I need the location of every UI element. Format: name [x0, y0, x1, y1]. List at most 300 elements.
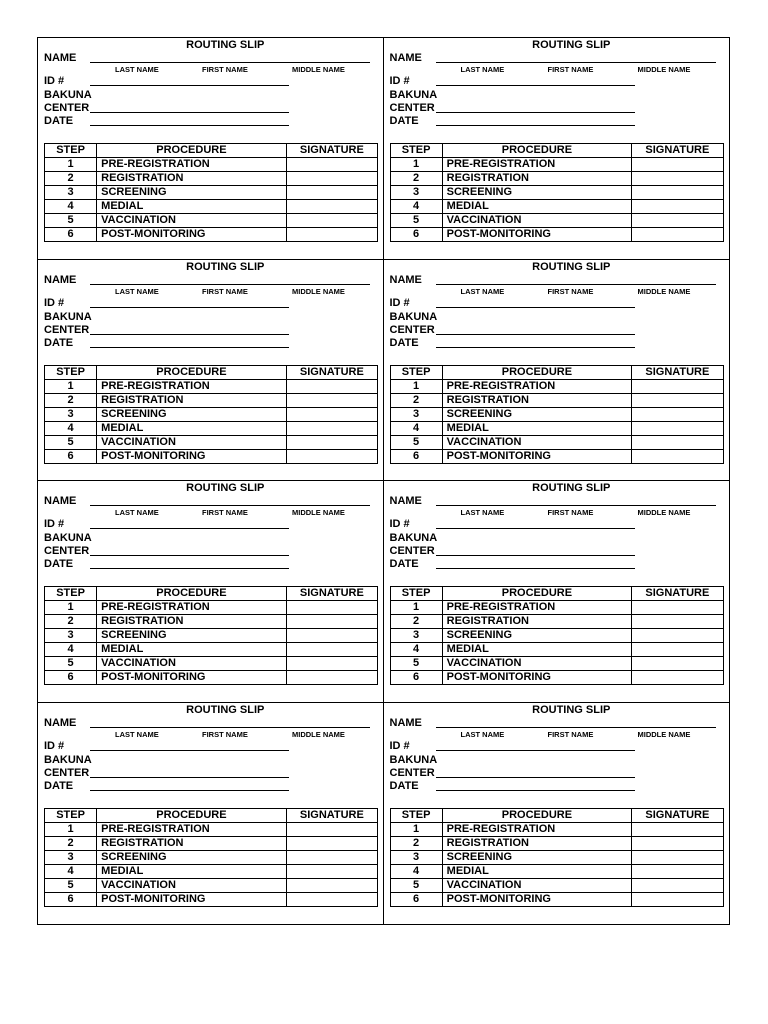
step-cell: 4: [390, 421, 442, 435]
procedure-cell: MEDIAL: [97, 421, 287, 435]
name-label: NAME: [44, 716, 77, 729]
step-cell: 1: [45, 822, 97, 836]
table-row: [390, 836, 723, 850]
signature-cell[interactable]: [286, 228, 377, 242]
name-sublabels: [44, 65, 377, 75]
slip-title: ROUTING SLIP: [532, 482, 611, 494]
signature-cell[interactable]: [286, 200, 377, 214]
name-sublabels: [390, 65, 724, 75]
routing-slip: [384, 703, 730, 925]
name-field[interactable]: [436, 719, 716, 728]
step-cell: 2: [390, 393, 442, 407]
center-row: [390, 102, 724, 115]
procedure-cell: REGISTRATION: [442, 172, 632, 186]
first-name-sublabel: FIRST NAME: [202, 65, 248, 74]
table-row: [390, 671, 723, 685]
procedure-header: PROCEDURE: [97, 587, 287, 601]
step-cell: 5: [390, 435, 442, 449]
step-cell: 1: [45, 158, 97, 172]
table-row: [45, 878, 378, 892]
step-cell: 2: [45, 393, 97, 407]
center-label: CENTER: [44, 323, 90, 336]
name-field[interactable]: [90, 719, 370, 728]
procedure-header: PROCEDURE: [97, 808, 287, 822]
id-field[interactable]: [90, 299, 289, 308]
name-row: [44, 717, 377, 730]
signature-cell[interactable]: [286, 421, 377, 435]
procedure-cell: SCREENING: [97, 407, 287, 421]
center-field[interactable]: [90, 104, 289, 113]
step-cell: 2: [390, 615, 442, 629]
signature-header: SIGNATURE: [632, 587, 723, 601]
name-field[interactable]: [90, 276, 370, 285]
routing-slip: [38, 703, 384, 925]
id-row: [44, 518, 377, 531]
id-field[interactable]: [90, 77, 289, 86]
date-field[interactable]: [90, 339, 289, 348]
bakuna-row: [390, 753, 724, 767]
signature-cell[interactable]: [286, 643, 377, 657]
name-label: NAME: [44, 495, 77, 507]
signature-cell[interactable]: [286, 892, 377, 906]
date-field[interactable]: [436, 117, 635, 126]
signature-cell[interactable]: [286, 615, 377, 629]
table-row: [390, 393, 723, 407]
procedure-cell: MEDIAL: [97, 200, 287, 214]
step-header: STEP: [390, 587, 442, 601]
name-label: NAME: [389, 273, 422, 286]
routing-slip: [38, 260, 384, 482]
step-cell: 6: [390, 671, 442, 685]
signature-cell[interactable]: [632, 836, 723, 850]
procedure-cell: REGISTRATION: [97, 836, 287, 850]
signature-cell[interactable]: [286, 878, 377, 892]
signature-header: SIGNATURE: [286, 144, 377, 158]
last-name-sublabel: LAST NAME: [115, 508, 159, 517]
step-cell: 4: [45, 200, 97, 214]
date-field[interactable]: [90, 560, 289, 569]
step-cell: 3: [45, 850, 97, 864]
center-field[interactable]: [436, 547, 635, 556]
procedure-header: PROCEDURE: [97, 144, 287, 158]
signature-cell[interactable]: [632, 435, 723, 449]
signature-header: SIGNATURE: [286, 587, 377, 601]
procedure-cell: MEDIAL: [442, 643, 632, 657]
procedure-table: [390, 365, 724, 464]
step-cell: 5: [390, 657, 442, 671]
table-header-row: [45, 365, 378, 379]
first-name-sublabel: FIRST NAME: [202, 286, 248, 296]
procedure-cell: PRE-REGISTRATION: [97, 601, 287, 615]
center-field[interactable]: [436, 326, 635, 335]
signature-cell[interactable]: [632, 615, 723, 629]
step-cell: 1: [390, 822, 442, 836]
signature-cell[interactable]: [286, 850, 377, 864]
signature-cell[interactable]: [632, 393, 723, 407]
bakuna-row: [390, 310, 724, 324]
step-cell: 3: [390, 850, 442, 864]
date-field[interactable]: [90, 782, 289, 791]
routing-slip: [384, 38, 730, 260]
signature-cell[interactable]: [286, 671, 377, 685]
procedure-cell: SCREENING: [442, 186, 632, 200]
procedure-cell: VACCINATION: [442, 878, 632, 892]
signature-cell[interactable]: [286, 186, 377, 200]
step-cell: 3: [390, 629, 442, 643]
date-field[interactable]: [436, 560, 635, 569]
slip-title: ROUTING SLIP: [532, 260, 611, 273]
procedure-table: [44, 143, 378, 242]
date-row: [44, 115, 377, 128]
procedure-cell: VACCINATION: [97, 657, 287, 671]
middle-name-sublabel: MIDDLE NAME: [292, 286, 345, 296]
procedure-cell: MEDIAL: [442, 200, 632, 214]
center-row: [44, 102, 377, 115]
procedure-cell: VACCINATION: [442, 657, 632, 671]
first-name-sublabel: FIRST NAME: [547, 729, 594, 739]
signature-cell[interactable]: [632, 629, 723, 643]
id-field[interactable]: [90, 520, 289, 529]
step-cell: 1: [45, 601, 97, 615]
procedure-table: [44, 365, 378, 464]
first-name-sublabel: FIRST NAME: [547, 65, 594, 74]
slip-title: ROUTING SLIP: [186, 39, 265, 51]
signature-cell[interactable]: [632, 158, 723, 172]
center-row: [44, 767, 377, 780]
signature-cell[interactable]: [632, 643, 723, 657]
name-field[interactable]: [90, 497, 370, 506]
step-cell: 5: [45, 435, 97, 449]
bakuna-row: [44, 753, 377, 767]
step-cell: 3: [45, 186, 97, 200]
procedure-cell: PRE-REGISTRATION: [442, 158, 632, 172]
procedure-header: PROCEDURE: [442, 808, 632, 822]
table-row: [390, 643, 723, 657]
step-cell: 2: [45, 836, 97, 850]
table-header-row: [390, 144, 723, 158]
step-cell: 3: [390, 186, 442, 200]
table-row: [45, 228, 378, 242]
step-header: STEP: [390, 808, 442, 822]
last-name-sublabel: LAST NAME: [460, 286, 505, 296]
signature-cell[interactable]: [286, 172, 377, 186]
table-row: [45, 435, 378, 449]
procedure-cell: MEDIAL: [442, 421, 632, 435]
procedure-cell: VACCINATION: [97, 435, 287, 449]
table-header-row: [45, 144, 378, 158]
table-row: [45, 836, 378, 850]
table-row: [45, 629, 378, 643]
bakuna-row: [44, 88, 377, 102]
center-label: CENTER: [44, 766, 90, 779]
date-row: [44, 780, 377, 793]
name-row: [390, 274, 724, 287]
signature-cell[interactable]: [632, 822, 723, 836]
table-row: [45, 850, 378, 864]
signature-cell[interactable]: [632, 878, 723, 892]
bakuna-label: BAKUNA: [389, 310, 438, 323]
step-header: STEP: [45, 808, 97, 822]
table-row: [390, 878, 723, 892]
center-row: [44, 324, 377, 337]
name-sublabels: [390, 508, 724, 518]
table-row: [390, 629, 723, 643]
name-row: [44, 274, 377, 287]
signature-cell[interactable]: [632, 186, 723, 200]
procedure-cell: REGISTRATION: [442, 393, 632, 407]
name-row: [390, 495, 724, 508]
table-row: [390, 228, 723, 242]
last-name-sublabel: LAST NAME: [460, 508, 505, 517]
id-row: [44, 297, 377, 310]
slip-title: ROUTING SLIP: [532, 39, 611, 51]
table-row: [390, 601, 723, 615]
step-cell: 6: [45, 228, 97, 242]
name-field[interactable]: [436, 276, 716, 285]
table-row: [390, 850, 723, 864]
step-header: STEP: [45, 587, 97, 601]
id-field[interactable]: [436, 520, 635, 529]
center-field[interactable]: [90, 769, 289, 778]
middle-name-sublabel: MIDDLE NAME: [637, 729, 691, 739]
signature-cell[interactable]: [632, 172, 723, 186]
signature-cell[interactable]: [632, 200, 723, 214]
signature-cell[interactable]: [286, 435, 377, 449]
signature-cell[interactable]: [286, 158, 377, 172]
id-label: ID #: [44, 739, 65, 752]
signature-cell[interactable]: [632, 228, 723, 242]
procedure-header: PROCEDURE: [442, 144, 632, 158]
signature-cell[interactable]: [632, 671, 723, 685]
center-field[interactable]: [90, 326, 289, 335]
table-header-row: [390, 808, 723, 822]
table-row: [390, 407, 723, 421]
date-row: [44, 337, 377, 350]
signature-cell[interactable]: [632, 421, 723, 435]
middle-name-sublabel: MIDDLE NAME: [637, 65, 691, 74]
date-label: DATE: [44, 336, 74, 349]
id-label: ID #: [389, 75, 410, 87]
center-row: [44, 545, 377, 558]
signature-cell[interactable]: [632, 892, 723, 906]
table-row: [45, 379, 378, 393]
bakuna-label: BAKUNA: [44, 89, 92, 101]
date-field[interactable]: [90, 117, 289, 126]
bakuna-row: [44, 531, 377, 545]
signature-cell[interactable]: [632, 601, 723, 615]
signature-cell[interactable]: [632, 850, 723, 864]
middle-name-sublabel: MIDDLE NAME: [292, 508, 345, 517]
date-row: [390, 558, 724, 571]
center-label: CENTER: [389, 323, 435, 336]
procedure-cell: POST-MONITORING: [97, 892, 287, 906]
middle-name-sublabel: MIDDLE NAME: [292, 729, 345, 739]
bakuna-label: BAKUNA: [389, 532, 438, 544]
step-header: STEP: [390, 365, 442, 379]
name-sublabels: [390, 287, 724, 297]
signature-cell[interactable]: [632, 449, 723, 463]
table-row: [390, 892, 723, 906]
id-label: ID #: [44, 296, 65, 309]
signature-cell[interactable]: [286, 864, 377, 878]
table-row: [390, 822, 723, 836]
procedure-cell: VACCINATION: [97, 214, 287, 228]
id-field[interactable]: [90, 742, 289, 751]
table-header-row: [390, 587, 723, 601]
table-row: [390, 200, 723, 214]
bakuna-row: [44, 310, 377, 324]
center-field[interactable]: [90, 547, 289, 556]
center-field[interactable]: [436, 769, 635, 778]
center-label: CENTER: [44, 102, 90, 114]
name-field[interactable]: [90, 54, 370, 63]
signature-cell[interactable]: [632, 407, 723, 421]
bakuna-label: BAKUNA: [389, 753, 438, 766]
step-header: STEP: [390, 144, 442, 158]
signature-cell[interactable]: [632, 214, 723, 228]
name-sublabels: [44, 730, 377, 740]
table-row: [45, 186, 378, 200]
id-label: ID #: [389, 518, 410, 530]
signature-cell[interactable]: [632, 864, 723, 878]
table-row: [390, 158, 723, 172]
id-row: [390, 518, 724, 531]
signature-cell[interactable]: [286, 601, 377, 615]
middle-name-sublabel: MIDDLE NAME: [637, 508, 691, 517]
procedure-cell: VACCINATION: [442, 214, 632, 228]
date-row: [390, 780, 724, 793]
table-row: [45, 214, 378, 228]
name-row: [390, 717, 724, 730]
id-row: [390, 297, 724, 310]
step-cell: 1: [390, 379, 442, 393]
id-label: ID #: [44, 75, 65, 87]
name-label: NAME: [389, 716, 422, 729]
step-cell: 4: [45, 643, 97, 657]
step-header: STEP: [45, 144, 97, 158]
bakuna-label: BAKUNA: [44, 310, 92, 323]
signature-cell[interactable]: [286, 657, 377, 671]
name-sublabels: [44, 287, 377, 297]
signature-header: SIGNATURE: [632, 144, 723, 158]
step-cell: 5: [45, 878, 97, 892]
procedure-cell: POST-MONITORING: [442, 449, 632, 463]
date-label: DATE: [44, 115, 74, 127]
name-label: NAME: [389, 495, 422, 507]
date-label: DATE: [389, 115, 419, 127]
procedure-cell: REGISTRATION: [97, 615, 287, 629]
procedure-table: [44, 808, 378, 907]
id-row: [390, 740, 724, 753]
procedure-cell: PRE-REGISTRATION: [442, 822, 632, 836]
step-cell: 2: [45, 172, 97, 186]
first-name-sublabel: FIRST NAME: [202, 508, 248, 517]
slip-title: ROUTING SLIP: [186, 482, 265, 494]
procedure-cell: POST-MONITORING: [97, 228, 287, 242]
first-name-sublabel: FIRST NAME: [547, 508, 594, 517]
table-row: [45, 601, 378, 615]
table-row: [390, 172, 723, 186]
step-cell: 2: [390, 836, 442, 850]
id-row: [390, 75, 724, 88]
last-name-sublabel: LAST NAME: [460, 729, 505, 739]
id-field[interactable]: [436, 77, 635, 86]
center-field[interactable]: [436, 104, 635, 113]
procedure-cell: SCREENING: [97, 850, 287, 864]
signature-cell[interactable]: [286, 379, 377, 393]
signature-cell[interactable]: [286, 407, 377, 421]
name-label: NAME: [44, 52, 77, 64]
step-cell: 2: [390, 172, 442, 186]
step-cell: 6: [390, 449, 442, 463]
last-name-sublabel: LAST NAME: [115, 286, 159, 296]
date-row: [44, 558, 377, 571]
step-cell: 3: [390, 407, 442, 421]
procedure-cell: PRE-REGISTRATION: [97, 158, 287, 172]
table-row: [390, 657, 723, 671]
id-field[interactable]: [436, 742, 635, 751]
procedure-table: [44, 586, 378, 685]
signature-header: SIGNATURE: [632, 365, 723, 379]
signature-cell[interactable]: [286, 393, 377, 407]
table-row: [45, 449, 378, 463]
name-sublabels: [44, 508, 377, 518]
signature-cell[interactable]: [632, 657, 723, 671]
bakuna-label: BAKUNA: [389, 89, 438, 101]
date-field[interactable]: [436, 782, 635, 791]
name-sublabels: [390, 730, 724, 740]
procedure-cell: POST-MONITORING: [97, 449, 287, 463]
step-cell: 4: [45, 864, 97, 878]
center-row: [390, 545, 724, 558]
table-row: [390, 186, 723, 200]
name-field[interactable]: [436, 54, 716, 63]
procedure-cell: PRE-REGISTRATION: [442, 379, 632, 393]
signature-cell[interactable]: [286, 449, 377, 463]
bakuna-label: BAKUNA: [44, 753, 92, 766]
date-field[interactable]: [436, 339, 635, 348]
table-row: [390, 379, 723, 393]
date-label: DATE: [389, 336, 419, 349]
table-row: [45, 393, 378, 407]
signature-cell[interactable]: [286, 836, 377, 850]
procedure-cell: POST-MONITORING: [442, 892, 632, 906]
table-row: [45, 200, 378, 214]
procedure-cell: MEDIAL: [97, 864, 287, 878]
date-row: [390, 337, 724, 350]
procedure-cell: VACCINATION: [442, 435, 632, 449]
signature-cell[interactable]: [286, 822, 377, 836]
step-cell: 6: [390, 228, 442, 242]
name-field[interactable]: [436, 497, 716, 506]
id-field[interactable]: [436, 299, 635, 308]
signature-cell[interactable]: [286, 629, 377, 643]
step-cell: 1: [390, 158, 442, 172]
id-label: ID #: [389, 296, 410, 309]
signature-header: SIGNATURE: [632, 808, 723, 822]
procedure-header: PROCEDURE: [442, 587, 632, 601]
step-cell: 6: [45, 449, 97, 463]
table-row: [45, 643, 378, 657]
signature-cell[interactable]: [632, 379, 723, 393]
date-label: DATE: [44, 558, 74, 570]
name-label: NAME: [389, 52, 422, 64]
table-row: [45, 822, 378, 836]
signature-cell[interactable]: [286, 214, 377, 228]
procedure-cell: REGISTRATION: [442, 836, 632, 850]
table-header-row: [45, 587, 378, 601]
procedure-cell: POST-MONITORING: [442, 228, 632, 242]
